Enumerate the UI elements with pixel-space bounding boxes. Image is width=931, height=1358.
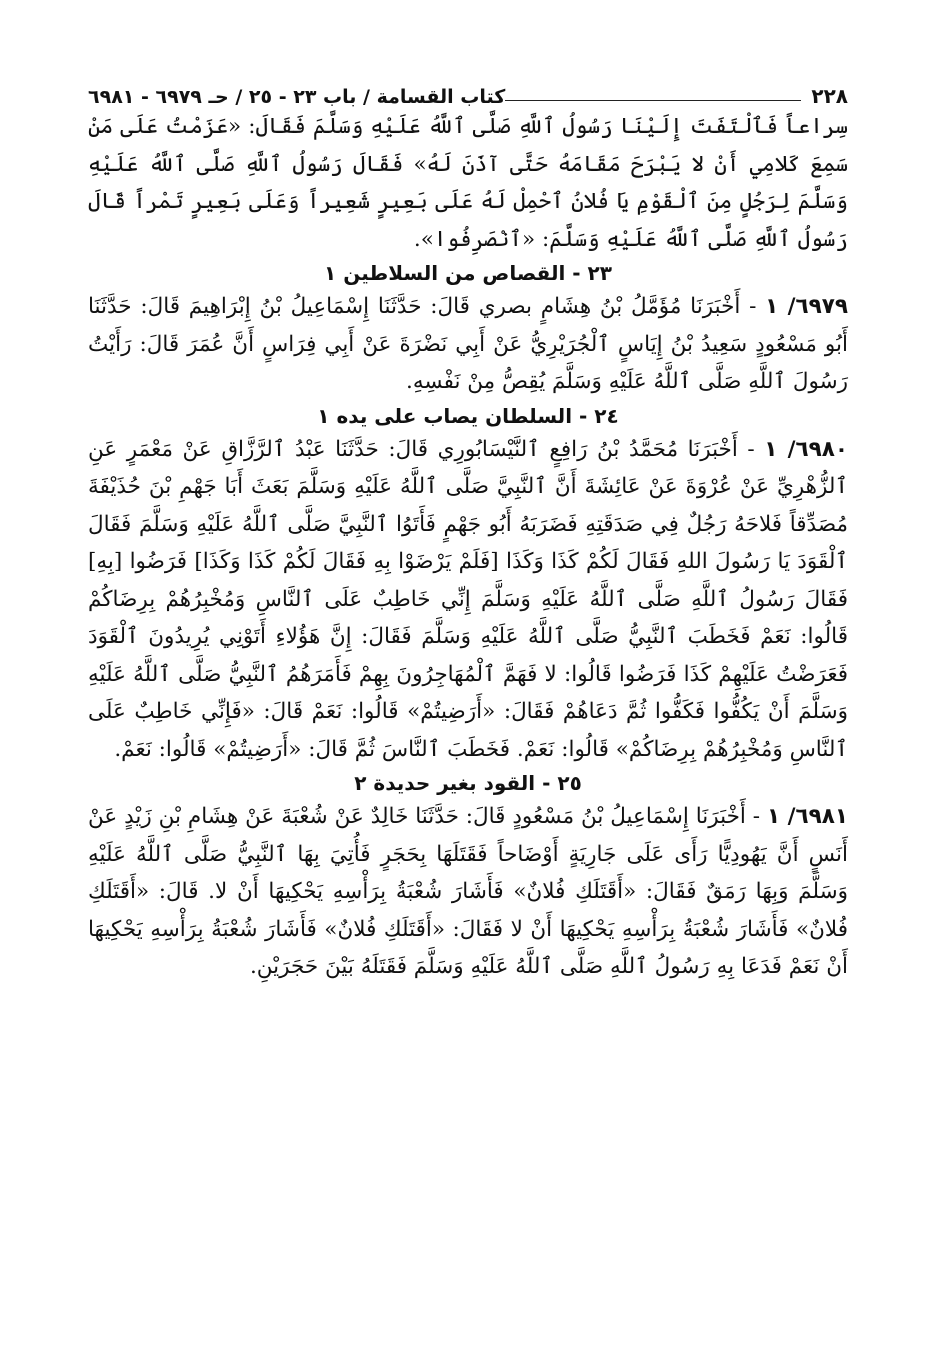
hadith-number: ٦٩٨١/ ١ bbox=[766, 804, 848, 829]
hadith-number: ٦٩٧٩/ ١ bbox=[765, 294, 849, 319]
hadith-6981 bbox=[88, 798, 848, 986]
hadith-6980 bbox=[88, 431, 848, 769]
intro-paragraph: سِراعاً فَٱلْتَفَتَ إِلَيْنَا رَسُولُ ٱللَّهِ صَلَّى ٱللَّهُ عَلَيْهِ وَسَلَّمَ فَقَالَ: «عَزَمْتُ عَلَى مَنْ سَمِعَ كَلامِي أَنْ لا يَبْرَحَ مَقَامَهُ حَتَّى آذَنَ لَهُ» فَقَالَ رَسُولُ ٱللَّهِ صَلَّى ٱللَّهُ عَلَيْهِ وَسَلَّمَ لِرَجُلٍ مِنَ ٱلْقَوْمِ يَا فُلانُ ٱحْمِلْ لَهُ عَلَى بَعِيرٍ شَعِيراً وَعَلَى بَعِيرٍ تَمْراً قَالَ رَسُولُ ٱللَّهِ صَلَّى ٱللَّهُ عَلَيْهِ وَسَلَّمَ: «ٱنْصَرِفُوا». bbox=[88, 114, 848, 252]
header-title: كتاب القسامة / باب ٢٣ - ٢٥ / حـ ٦٩٧٩ - ٦٩٨١ bbox=[88, 86, 506, 108]
section-heading-23: ٢٣ - القصاص من السلاطين ١ bbox=[324, 261, 612, 285]
hadith-text: - أَخْبَرَنَا مُحَمَّدُ بْنُ رَافِعٍ ٱلنَّيْسَابُورِي قَالَ: حَدَّثَنَا عَبْدُ ٱلرَّزَّاقِ عَنْ مَعْمَرٍ عَنِ ٱلزُّهْرِيِّ عَنْ عُرْوَةَ عَنْ عَائِشَةَ أَنَّ ٱلنَّبِيَّ صَلَّى ٱللَّهُ عَلَيْهِ وَسَلَّمَ بَعَثَ أَبَا جَهْمِ بْنَ حُذَيْفَةَ مُصَدِّقاً فَلاحَهُ رَجُلٌ فِي صَدَقَتِهِ فَضَرَبَهُ أَبُو جَهْمٍ فَأَتَوُا ٱلنَّبِيَّ صَلَّى ٱللَّهُ عَلَيْهِ وَسَلَّمَ فَقَالَ ٱلْقَوَدَ يَا رَسُولَ اللهِ فَقَالَ لَكُمْ كَذَا وَكَذَا [فَلَمْ يَرْضَوْا بِهِ فَقَالَ لَكُمْ كَذَا وَكَذَا] فَرَضُوا [بِهِ] فَقَالَ رَسُولُ ٱللَّهِ صَلَّى ٱللَّهُ عَلَيْهِ وَسَلَّمَ إِنِّي خَاطِبٌ عَلَى ٱلنَّاسِ وَمُخْبِرُهُمْ بِرِضَاكُمْ قَالُوا: نَعَمْ فَخَطَبَ ٱلنَّبِيُّ صَلَّى ٱللَّهُ عَلَيْهِ وَسَلَّمَ فَقَالَ: إِنَّ هَؤُلاءِ أَتَوْنِي يُرِيدُونَ ٱلْقَوَدَ فَعَرَضْتُ عَلَيْهِمْ كَذَا فَرَضُوا قَالُوا: لا فَهَمَّ ٱلْمُهَاجِرُونَ بِهِمْ فَأَمَرَهُمُ ٱلنَّبِيُّ صَلَّى ٱللَّهُ عَلَيْهِ وَسَلَّمَ أَنْ يَكُفُّوا فَكَفُّوا ثُمَّ دَعَاهُمْ فَقَالَ: «أَرَضِيتُمْ» قَالُوا: نَعَمْ قَالَ: «فَإِنِّي خَاطِبٌ عَلَى ٱلنَّاسِ وَمُخْبِرُهُمْ بِرِضَاكُمْ» قَالُوا: نَعَمْ. فَخَطَبَ ٱلنَّاسَ ثُمَّ قَالَ: «أَرَضِيتُمْ» قَالُوا: نَعَمْ. bbox=[88, 436, 848, 762]
hadith-text: - أَخْبَرَنَا إِسْمَاعِيلُ بْنُ مَسْعُودٍ قَالَ: حَدَّثَنَا خَالِدٌ عَنْ شُعْبَةَ عَنْ هِشَامِ بْنِ زَيْدٍ عَنْ أَنَسٍ أَنَّ يَهُودِيًّا رَأَى عَلَى جَارِيَةٍ أَوْضَاحاً فَقَتَلَهَا بِحَجَرٍ فَأُتِيَ بِهَا ٱلنَّبِيُّ صَلَّى ٱللَّهُ عَلَيْهِ وَسَلَّمَ وَبِهَا رَمَقٌ فَقَالَ: «أَقَتَلَكِ فُلانٌ» فَأَشَارَ شُعْبَةُ بِرَأْسِهِ يَحْكِيهَا أَنْ لا. قَالَ: «أَقَتَلَكِ فُلانٌ» فَأَشَارَ شُعْبَةُ بِرَأْسِهِ يَحْكِيهَا أَنْ لا فَقَالَ: «أَقَتَلَكِ فُلانٌ» فَأَشَارَ شُعْبَةُ بِرَأْسِهِ يَحْكِيهَا أَنْ نَعَمْ فَدَعَا بِهِ رَسُولُ ٱللَّهِ صَلَّى ٱللَّهُ عَلَيْهِ وَسَلَّمَ فَقَتَلَهُ بَيْنَ حَجَرَيْنِ. bbox=[88, 804, 848, 979]
page-number: ٢٢٨ bbox=[811, 84, 848, 108]
header-rule bbox=[505, 100, 801, 101]
hadith-number: ٦٩٨٠/ ١ bbox=[764, 436, 848, 462]
header-title-group bbox=[88, 86, 811, 108]
hadith-text: - أَخْبَرَنَا مُؤَمَّلُ بْنُ هِشَامٍ بصري قَالَ: حَدَّثَنَا إِسْمَاعِيلُ بْنُ إِبْرَاهِيمَ قَالَ: حَدَّثَنَا أَبُو مَسْعُودٍ سَعِيدُ بْنُ إِيَاسٍ ٱلْجُرَيْرِيُّ عَنْ أَبِي نَضْرَةَ عَنْ أَبِي فِرَاسٍ أَنَّ عُمَرَ قَالَ: رَأَيْتُ رَسُولَ ٱللَّهِ صَلَّى ٱللَّهُ عَلَيْهِ وَسَلَّمَ يُقِصُّ مِنْ نَفْسِهِ. bbox=[88, 294, 848, 394]
running-header bbox=[88, 70, 848, 108]
section-heading-25: ٢٥ - القود بغير حديدة ٢ bbox=[354, 771, 582, 795]
section-heading-24: ٢٤ - السلطان يصاب على يده ١ bbox=[317, 403, 619, 428]
hadith-6979 bbox=[88, 288, 848, 401]
book-page bbox=[88, 70, 848, 986]
